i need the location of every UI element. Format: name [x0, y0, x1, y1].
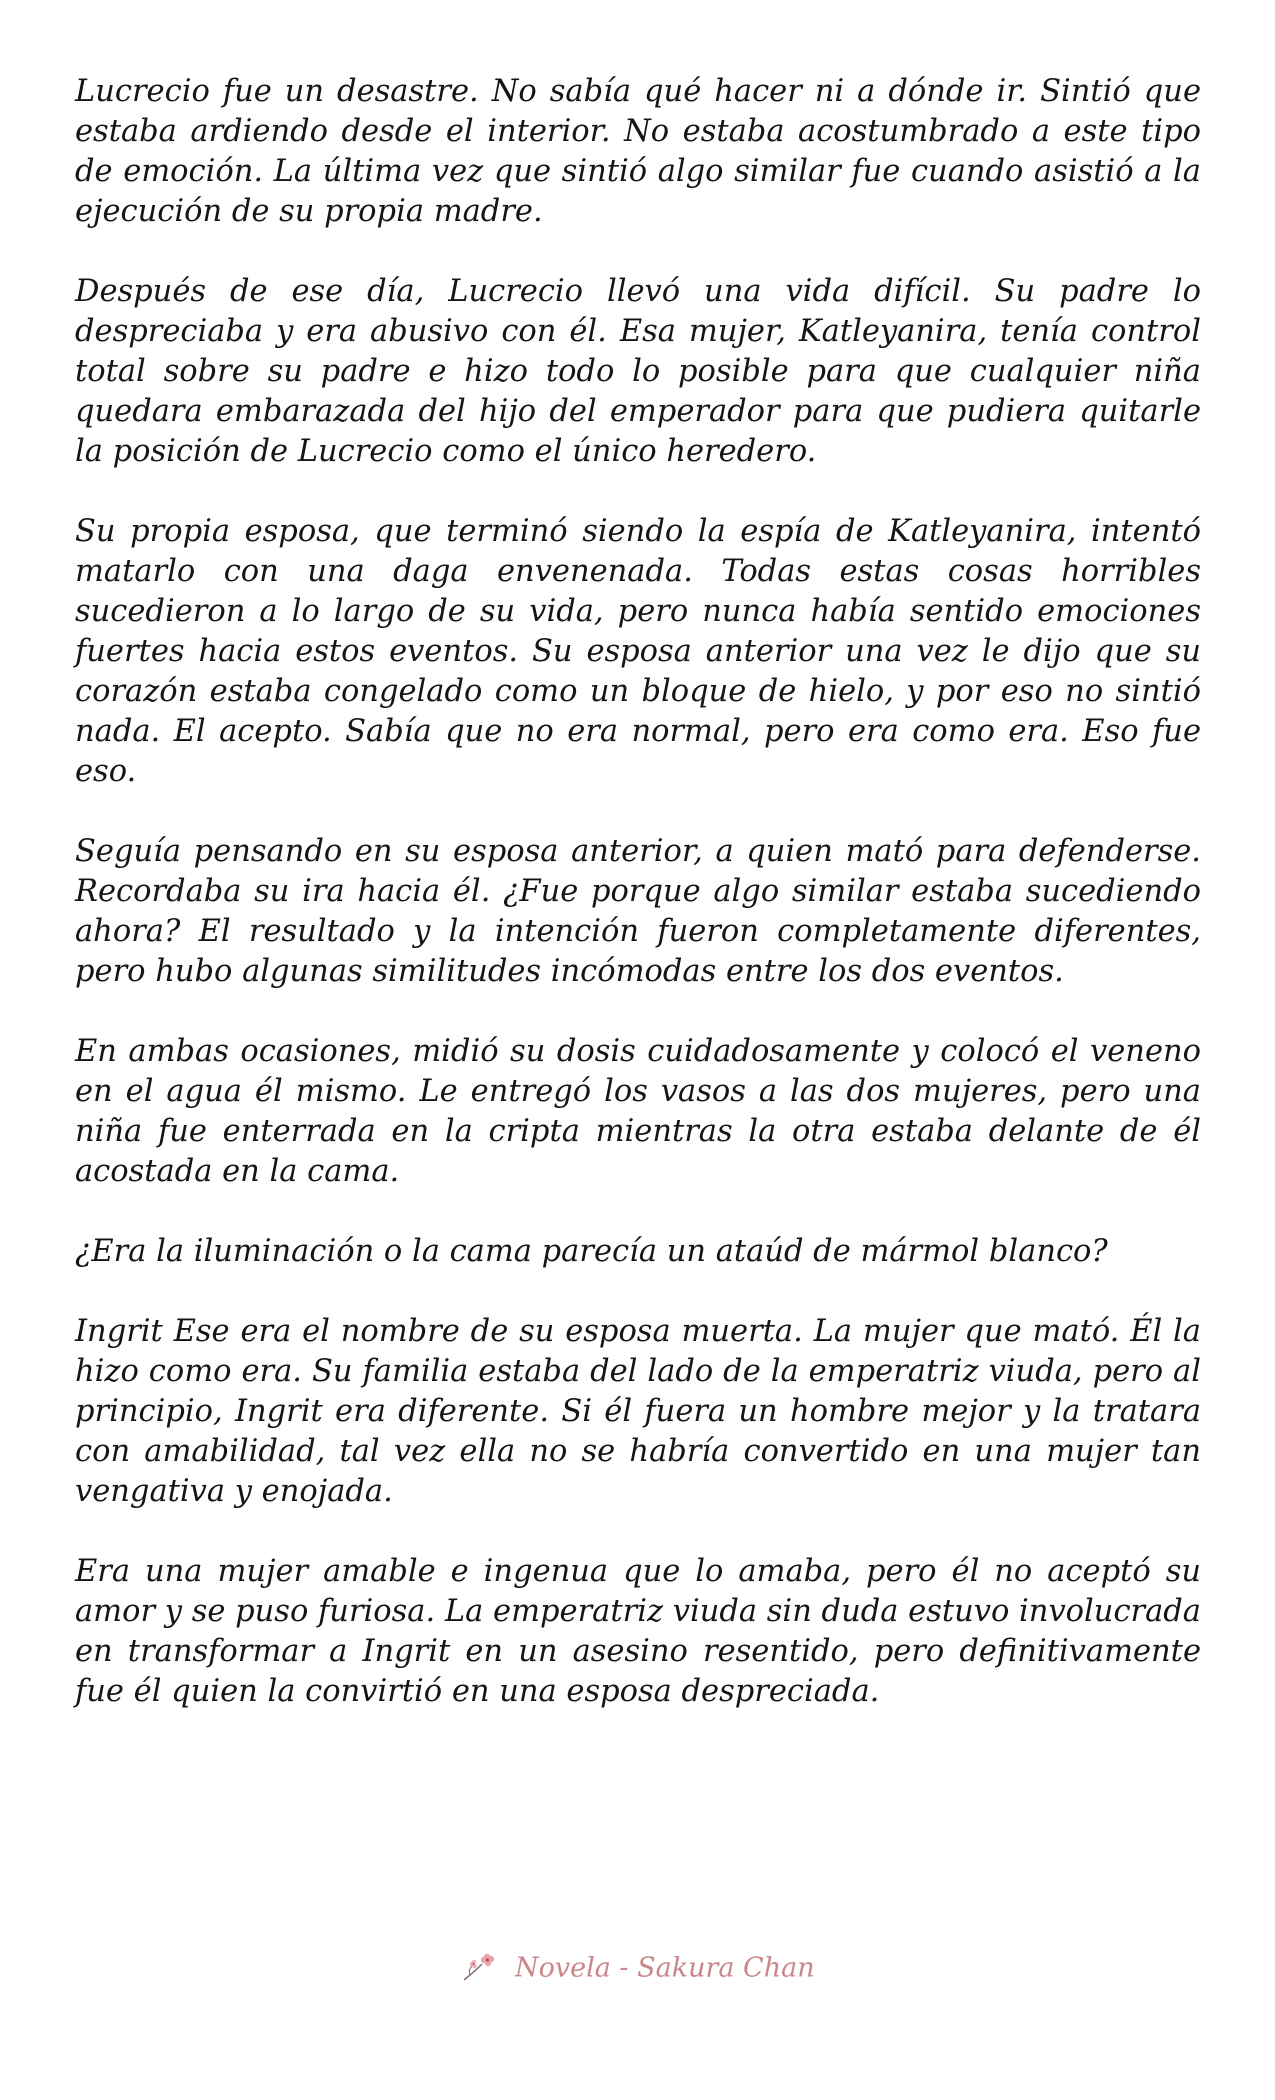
paragraph-2: Después de ese día, Lucrecio llevó una vida difícil. Su padre lo despreciaba y era abusivo con él. Esa mujer, Katleyanira, tenía control total sobre su padre e hizo todo lo posible para que cualquier niña quedara embarazada del hijo del emperador para que pudiera quitarle la posición de Lucrecio como el único heredero. [75, 274, 1201, 469]
paragraph-7: Ingrit Ese era el nombre de su esposa muerta. La mujer que mató. Él la hizo como era. Su familia estaba del lado de la emperatriz viuda, pero al principio, Ingrit era diferente. Si él fuera un hombre mejor y la tratara con amabilidad, tal vez ella no se habría convertido en una mujer tan vengativa y enojada. [75, 1314, 1201, 1509]
paragraph-6: ¿Era la iluminación o la cama parecía un ataúd de mármol blanco? [75, 1234, 1108, 1269]
paragraph-3: Su propia esposa, que terminó siendo la espía de Katleyanira, intentó matarlo con una daga envenenada. Todas estas cosas horribles sucedieron a lo largo de su vida, pero nunca había sentido emociones fuertes hacia estos eventos. Su esposa anterior una vez le dijo que su corazón estaba congelado como un bloque de hielo, y por eso no sintió nada. El acepto. Sabía que no era normal, pero era como era. Eso fue eso. [75, 514, 1201, 789]
sakura-flower-icon [460, 1950, 500, 1986]
paragraph-8: Era una mujer amable e ingenua que lo amaba, pero él no aceptó su amor y se puso furiosa. La emperatriz viuda sin duda estuvo involucrada en transformar a Ingrit en un asesino resentido, pero definitivamente fue él quien la convirtió en una esposa despreciada. [75, 1554, 1201, 1709]
footer-text: Novela - Sakura Chan [514, 1952, 815, 1984]
paragraph-5: En ambas ocasiones, midió su dosis cuidadosamente y colocó el veneno en el agua él mismo. Le entregó los vasos a las dos mujeres, pero una niña fue enterrada en la cripta mientras la otra estaba delante de él acostada en la cama. [75, 1034, 1201, 1189]
paragraph-1: Lucrecio fue un desastre. No sabía qué hacer ni a dónde ir. Sintió que estaba ardiendo desde el interior. No estaba acostumbrado a este tipo de emoción. La última vez que sintió algo similar fue cuando asistió a la ejecución de su propia madre. [75, 74, 1201, 229]
document-body [75, 72, 1201, 1752]
footer-watermark [0, 1950, 1275, 1986]
paragraph-4: Seguía pensando en su esposa anterior, a quien mató para defenderse. Recordaba su ira hacia él. ¿Fue porque algo similar estaba sucediendo ahora? El resultado y la intención fueron completamente diferentes, pero hubo algunas similitudes incómodas entre los dos eventos. [75, 834, 1201, 989]
